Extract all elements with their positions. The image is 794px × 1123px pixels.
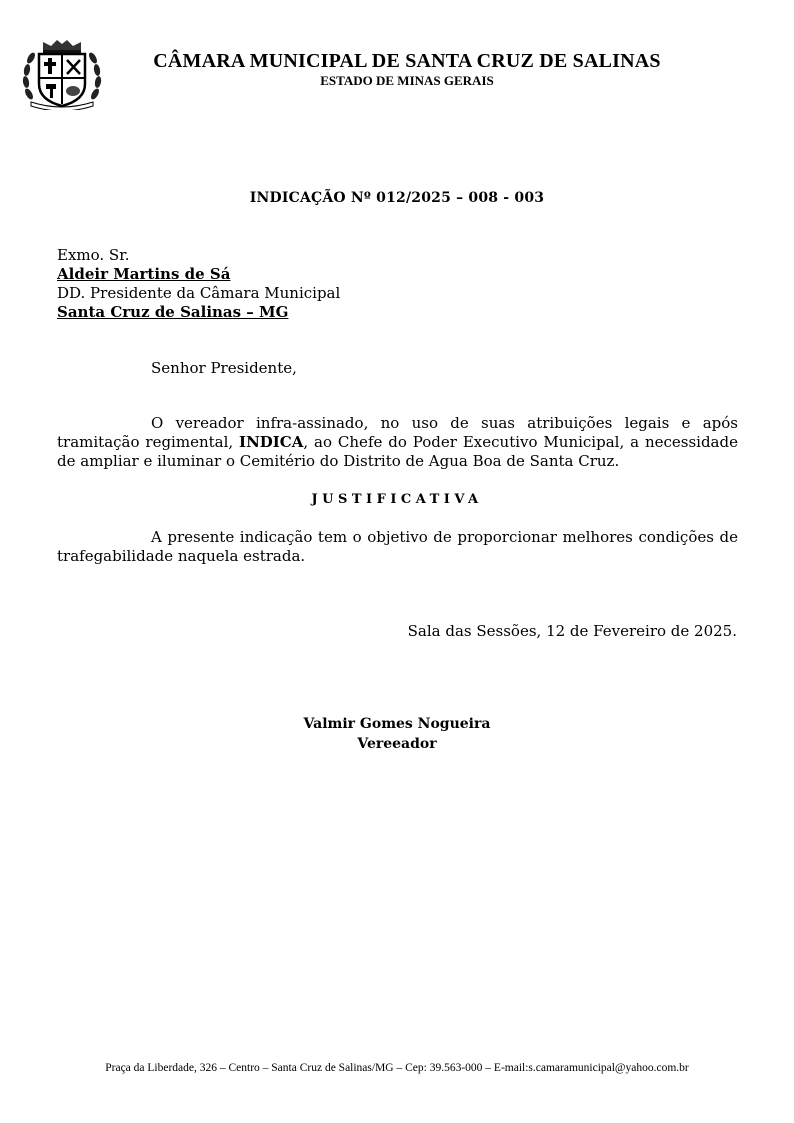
recipient-greeting: Exmo. Sr. <box>57 246 130 264</box>
body-keyword: INDICA <box>239 433 304 451</box>
signature-role: Vereeador <box>357 736 437 752</box>
recipient-name: Aldeir Martins de Sá <box>57 265 231 283</box>
header-subtitle: ESTADO DE MINAS GERAIS <box>320 73 494 88</box>
document-title: INDICAÇÃO Nº 012/2025 – 008 - 003 <box>249 190 545 206</box>
justification-heading: JUSTIFICATIVA <box>311 492 483 507</box>
place-date: Sala das Sessões, 12 de Fevereiro de 2025. <box>407 622 737 640</box>
justification-text: A presente indicação tem o objetivo de proporcionar melhores condições de trafegabilidade naquela estrada. <box>57 528 738 565</box>
body-paragraph <box>57 414 738 471</box>
signature-name: Valmir Gomes Nogueira <box>303 716 491 732</box>
recipient-location: Santa Cruz de Salinas – MG <box>57 303 289 321</box>
recipient-block <box>57 246 340 322</box>
header-title: CÂMARA MUNICIPAL DE SANTA CRUZ DE SALINAS <box>153 50 661 72</box>
salutation: Senhor Presidente, <box>151 359 297 377</box>
body-part-1: O vereador infra-assinado, no uso de suas atribuições legais e após tramitação regimental, <box>57 414 738 451</box>
municipal-coat-of-arms <box>21 38 103 110</box>
body-part-2: , ao Chefe do Poder Executivo Municipal, a necessidade de ampliar e iluminar o Cemitério do Distrito de Agua Boa de Santa Cruz. <box>57 433 738 470</box>
footer-address: Praça da Liberdade, 326 – Centro – Santa Cruz de Salinas/MG – Cep: 39.563-000 – E-mail:s.camaramunicipal@yahoo.com.br <box>105 1062 689 1074</box>
recipient-position: DD. Presidente da Câmara Municipal <box>57 284 341 302</box>
